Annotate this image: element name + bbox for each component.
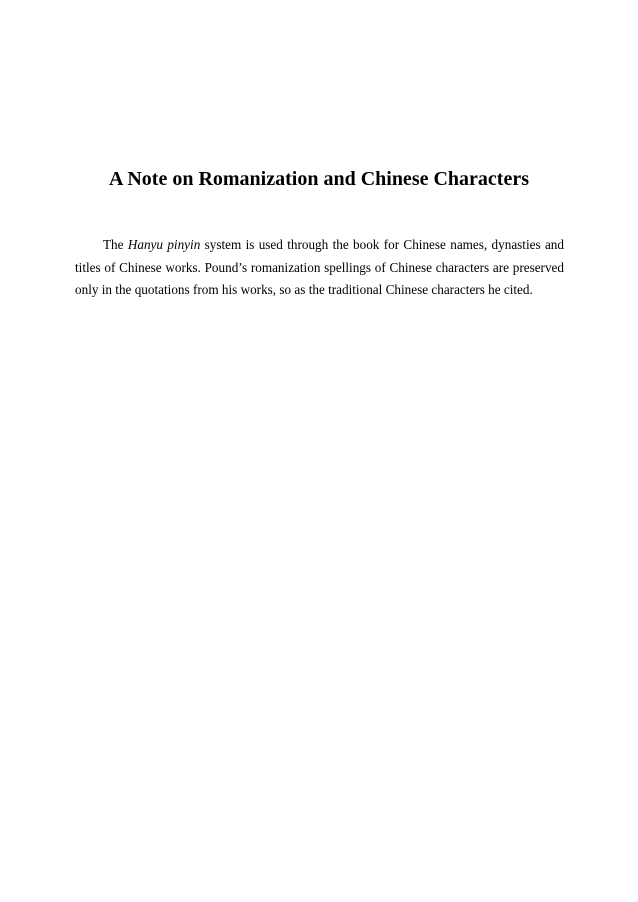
italic-term: Hanyu pinyin bbox=[127, 237, 201, 252]
body-paragraph bbox=[75, 234, 564, 302]
paragraph-text-rest: system is used through the book for Chinese names, dynasties and titles of Chinese works. Pound’s romanization spellings of Chinese characters are preserved only in the quotations from his works, so as the traditional Chinese characters he cited. bbox=[75, 237, 564, 297]
page-title: A Note on Romanization and Chinese Characters bbox=[109, 168, 529, 190]
paragraph-text-start: The bbox=[103, 237, 128, 252]
